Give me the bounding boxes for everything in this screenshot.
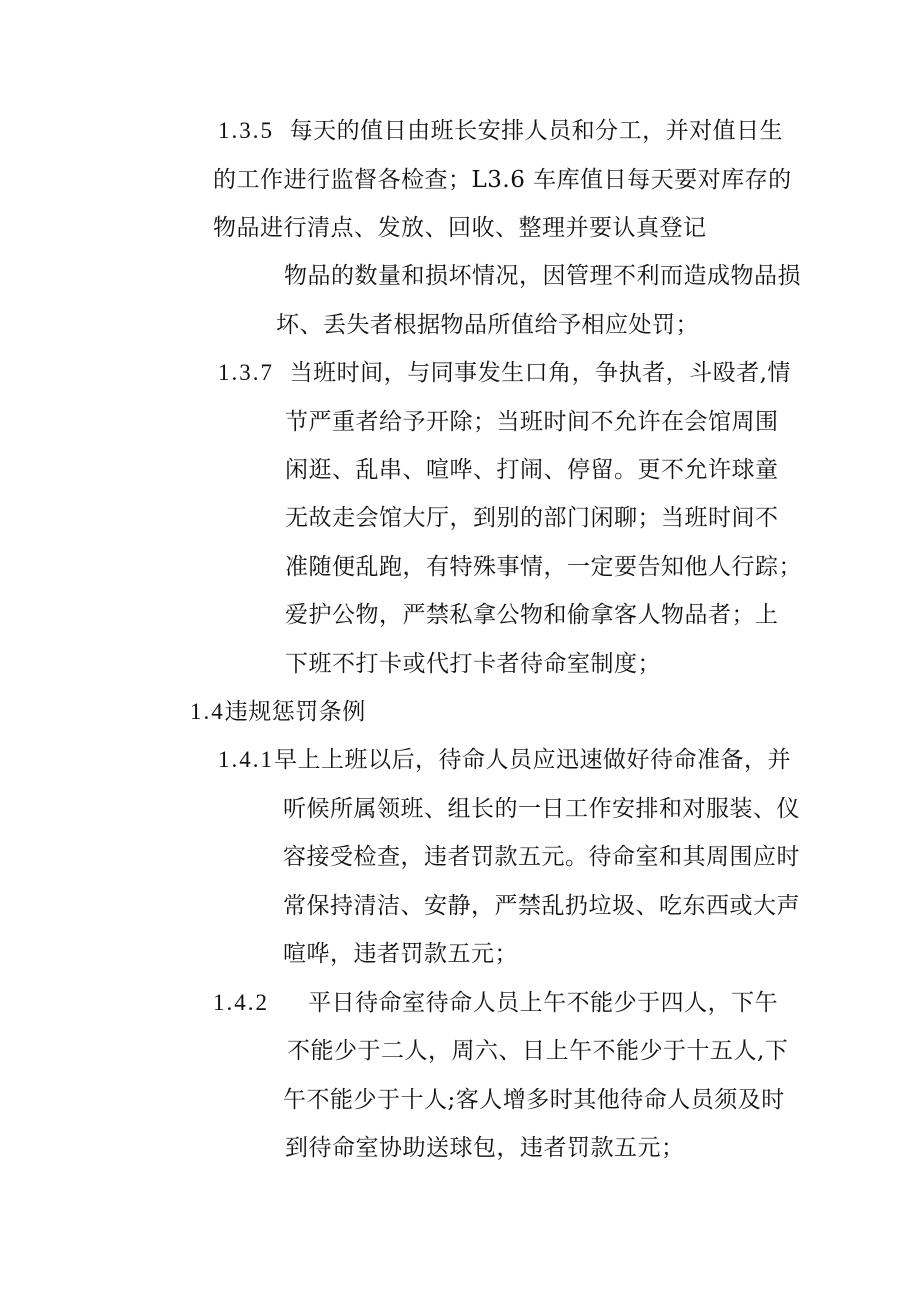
section-1-3-5-line-4: 物品的数量和损坏情况，因管理不利而造成物品损: [284, 263, 801, 289]
section-1-3-5-line-3: 物品进行清点、发放、回收、整理并要认真登记: [213, 215, 707, 241]
section-1-3-5-line-5: 坏、丢失者根据物品所值给予相应处罚；: [276, 312, 699, 338]
section-number: 1.3.7: [218, 360, 274, 385]
section-number: 1.4.1: [218, 747, 274, 772]
section-1-3-7-line-1: [218, 358, 791, 388]
section-text: 平日待命室待命人员上午不能少于四人，下午: [308, 990, 779, 1016]
section-1-3-7-line-2: 节严重者给予开除；当班时间不允许在会馆周围: [285, 409, 779, 435]
section-1-4-2-line-1: [213, 988, 778, 1018]
section-1-4-1-line-3: 容接受检查，违者罚款五元。待命室和其周围应时: [283, 844, 800, 870]
section-number: 1.4.2: [213, 990, 269, 1015]
section-1-3-7-line-5: 准随便乱跑，有特殊事情，一定要告知他人行踪；: [285, 554, 802, 580]
section-text: 早上上班以后，待命人员应迅速做好待命准备，并: [274, 747, 791, 773]
section-1-4-heading: [190, 697, 366, 727]
section-number: 1.3.5: [218, 118, 274, 143]
section-1-3-7-line-3: 闲逛、乱串、喧哗、打闹、停留。更不允许球童: [285, 457, 779, 483]
section-1-4-1-line-4: 常保持清洁、安静，严禁乱扔垃圾、吃东西或大声: [283, 893, 800, 919]
section-1-4-1-line-2: 听候所属领班、组长的一日工作安排和对服装、仪: [283, 796, 800, 822]
section-1-4-1-line-5: 喧哗，违者罚款五元；: [283, 941, 518, 967]
section-1-3-5-line-1: [218, 116, 783, 146]
section-1-4-2-line-4: 到待命室协助送球包，违者罚款五元；: [285, 1135, 685, 1161]
section-1-4-2-line-2: 不能少于二人，周六、日上午不能少于十五人,下: [287, 1038, 789, 1064]
section-1-3-7-line-7: 下班不打卡或代打卡者待命室制度；: [285, 651, 661, 677]
section-1-4-1-line-1: [218, 745, 791, 775]
section-text: 当班时间，与同事发生口角，争执者，斗殴者,情: [289, 360, 791, 386]
section-title: 违规惩罚条例: [224, 699, 366, 725]
section-1-4-2-line-3: 午不能少于十人;客人增多时其他待命人员须及时: [283, 1087, 785, 1113]
section-1-3-7-line-4: 无故走会馆大厅，到别的部门闲聊；当班时间不: [285, 505, 779, 531]
section-number: 1.4: [190, 699, 225, 724]
section-1-3-5-line-2: 的工作进行监督各检查；L3.6 车库值日每天要对库存的: [213, 167, 792, 193]
section-1-3-7-line-6: 爱护公物，严禁私拿公物和偷拿客人物品者；上: [285, 602, 779, 628]
section-text: 每天的值日由班长安排人员和分工，并对值日生: [289, 118, 784, 144]
